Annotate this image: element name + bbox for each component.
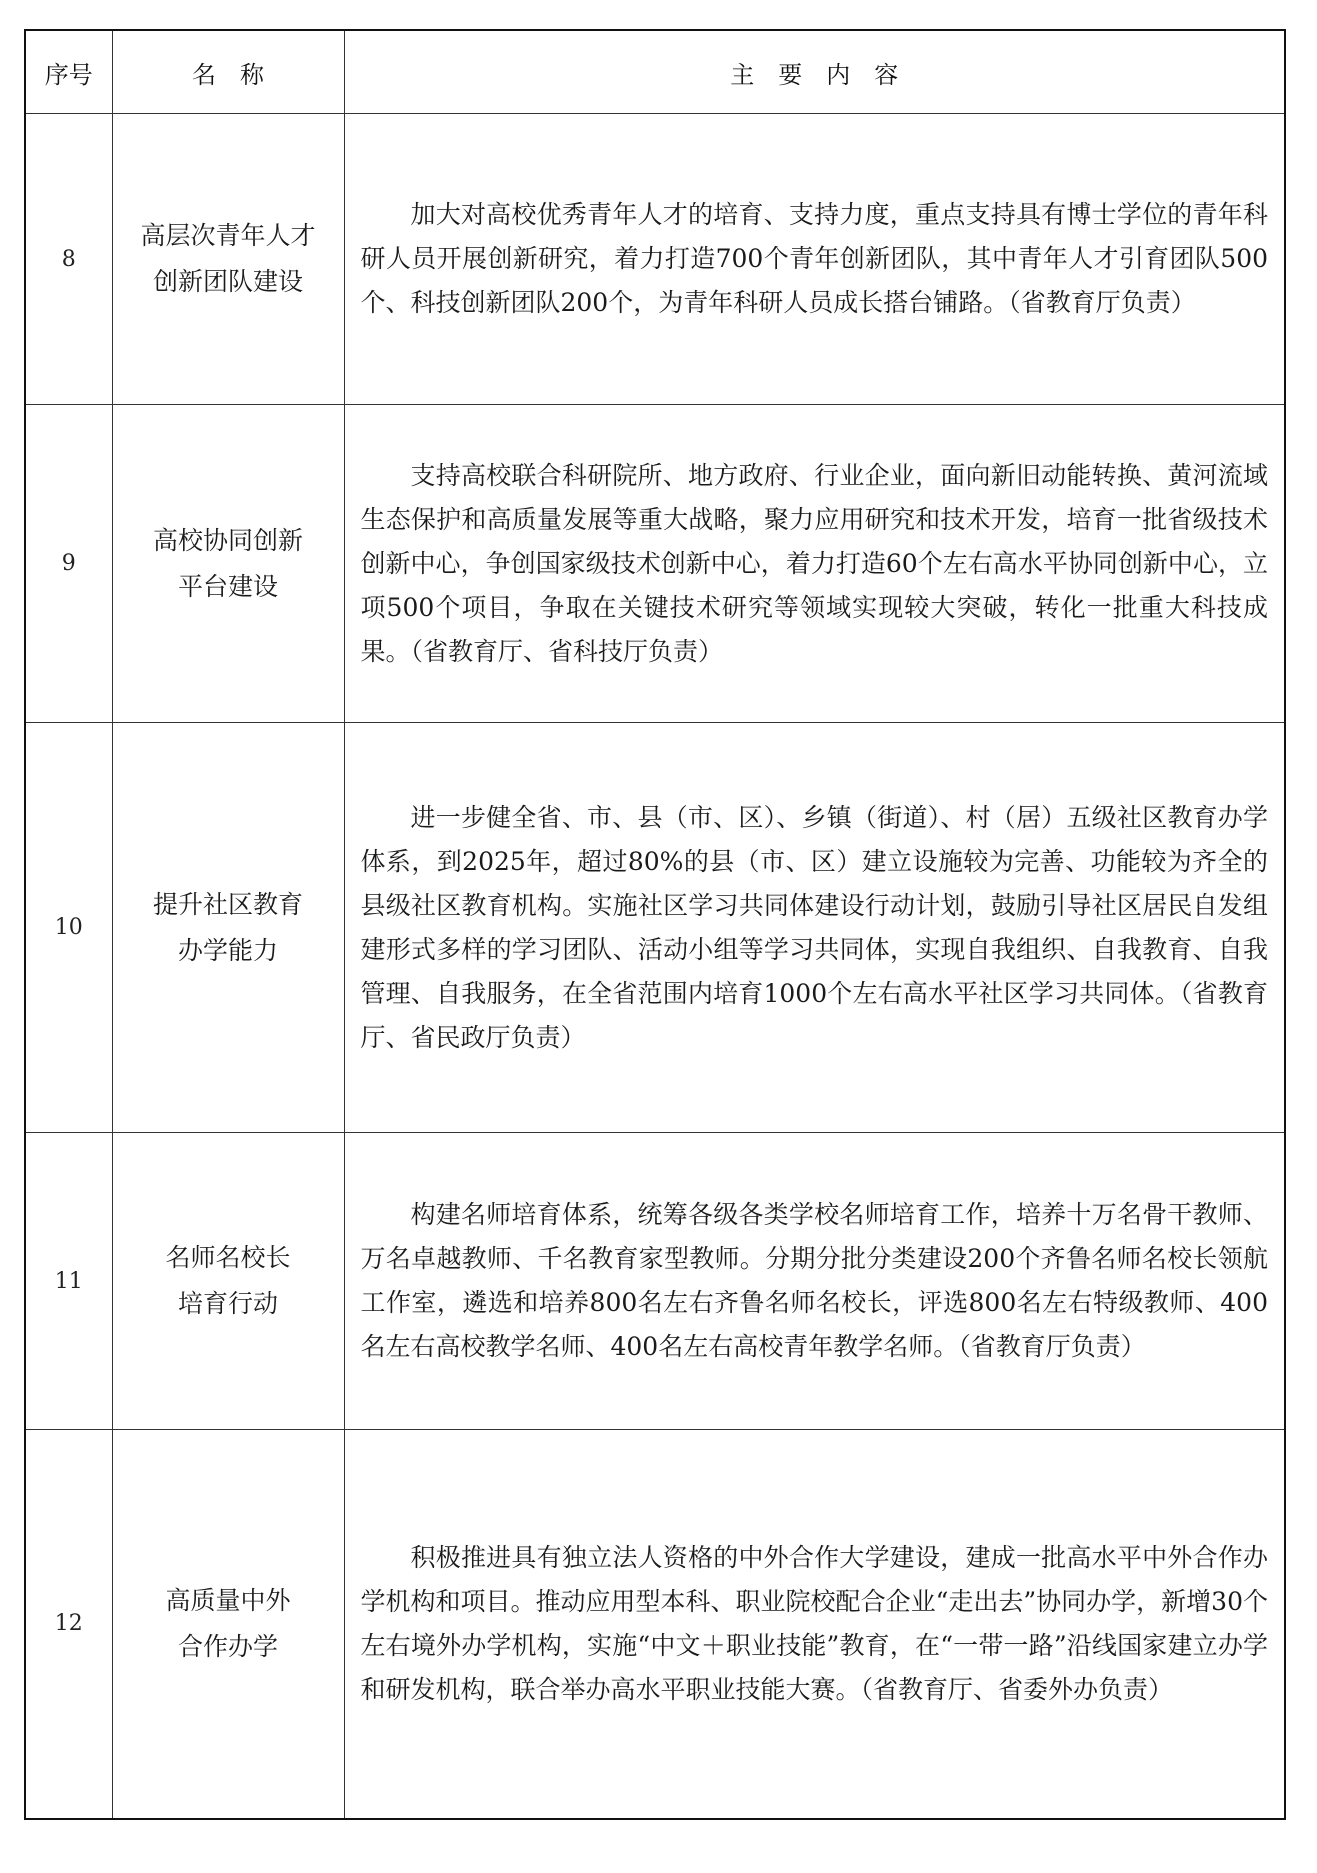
- row-name: [112, 723, 344, 1133]
- row-content: [344, 114, 1285, 405]
- row-content: [344, 405, 1285, 723]
- row-name-line: 高质量中外: [165, 1585, 291, 1615]
- row-content-text: 积极推进具有独立法人资格的中外合作大学建设，建成一批高水平中外合作办学机构和项目。推动应用型本科、职业院校配合企业“走出去”协同办学，新增30个左右境外办学机构，实施“中文＋职业技能”教育，在“一带一路”沿线国家建立办学和研发机构，联合举办高水平职业技能大赛。（省教育厅、省委外办负责）: [360, 1542, 1268, 1704]
- row-name-line: 办学能力: [177, 935, 278, 965]
- row-content-text: 进一步健全省、市、县（市、区）、乡镇（街道）、村（居）五级社区教育办学体系，到2025年，超过80%的县（市、区）建立设施较为完善、功能较为齐全的县级社区教育机构。实施社区学习共同体建设行动计划，鼓励引导社区居民自发组建形式多样的学习团队、活动小组等学习共同体，实现自我组织、自我教育、自我管理、自我服务，在全省范围内培育1000个左右高水平社区学习共同体。（省教育厅、省民政厅负责）: [360, 802, 1268, 1052]
- row-content: [344, 1430, 1285, 1819]
- row-name-line: 平台建设: [177, 571, 278, 601]
- row-content: [344, 723, 1285, 1133]
- row-index: 11: [25, 1133, 112, 1430]
- table-row: [25, 723, 1285, 1133]
- row-content-text: 支持高校联合科研院所、地方政府、行业企业，面向新旧动能转换、黄河流域生态保护和高质量发展等重大战略，聚力应用研究和技术开发，培育一批省级技术创新中心，争创国家级技术创新中心，着力打造60个左右高水平协同创新中心，立项500个项目，争取在关键技术研究等领域实现较大突破，转化一批重大科技成果。（省教育厅、省科技厅负责）: [360, 460, 1268, 666]
- row-name-line: 培育行动: [177, 1289, 278, 1318]
- row-name-line: 高校协同创新: [152, 525, 303, 555]
- row-name: [112, 405, 344, 723]
- row-name: [112, 1133, 344, 1430]
- row-content-text: 加大对高校优秀青年人才的培育、支持力度，重点支持具有博士学位的青年科研人员开展创新研究，着力打造700个青年创新团队，其中青年人才引育团队500个、科技创新团队200个，为青年科研人员成长搭台铺路。（省教育厅负责）: [360, 200, 1268, 317]
- row-index: 8: [25, 114, 112, 405]
- projects-table: [24, 29, 1286, 1820]
- row-index: 10: [25, 723, 112, 1133]
- header-index: 序号: [25, 30, 112, 114]
- row-index: 12: [25, 1430, 112, 1819]
- row-name-line: 名师名校长: [165, 1243, 291, 1272]
- row-content: [344, 1133, 1285, 1430]
- row-index: 9: [25, 405, 112, 723]
- table-row: [25, 405, 1285, 723]
- row-name-line: 创新团队建设: [152, 267, 303, 296]
- row-content-text: 构建名师培育体系，统筹各级各类学校名师培育工作，培养十万名骨干教师、万名卓越教师、千名教育家型教师。分期分批分类建设200个齐鲁名师名校长领航工作室，遴选和培养800名左右齐鲁名师名校长，评选800名左右特级教师、400名左右高校教学名师、400名左右高校青年教学名师。（省教育厅负责）: [360, 1200, 1268, 1361]
- header-content: 主 要 内 容: [344, 30, 1285, 114]
- table-row: [25, 114, 1285, 405]
- table-row: [25, 1430, 1285, 1819]
- table-row: [25, 1133, 1285, 1430]
- row-name: [112, 114, 344, 405]
- row-name-line: 合作办学: [177, 1631, 278, 1661]
- row-name-line: 高层次青年人才: [140, 221, 316, 250]
- table-header-row: [25, 30, 1285, 114]
- header-name: 名 称: [112, 30, 344, 114]
- row-name-line: 提升社区教育: [152, 889, 303, 919]
- row-name: [112, 1430, 344, 1819]
